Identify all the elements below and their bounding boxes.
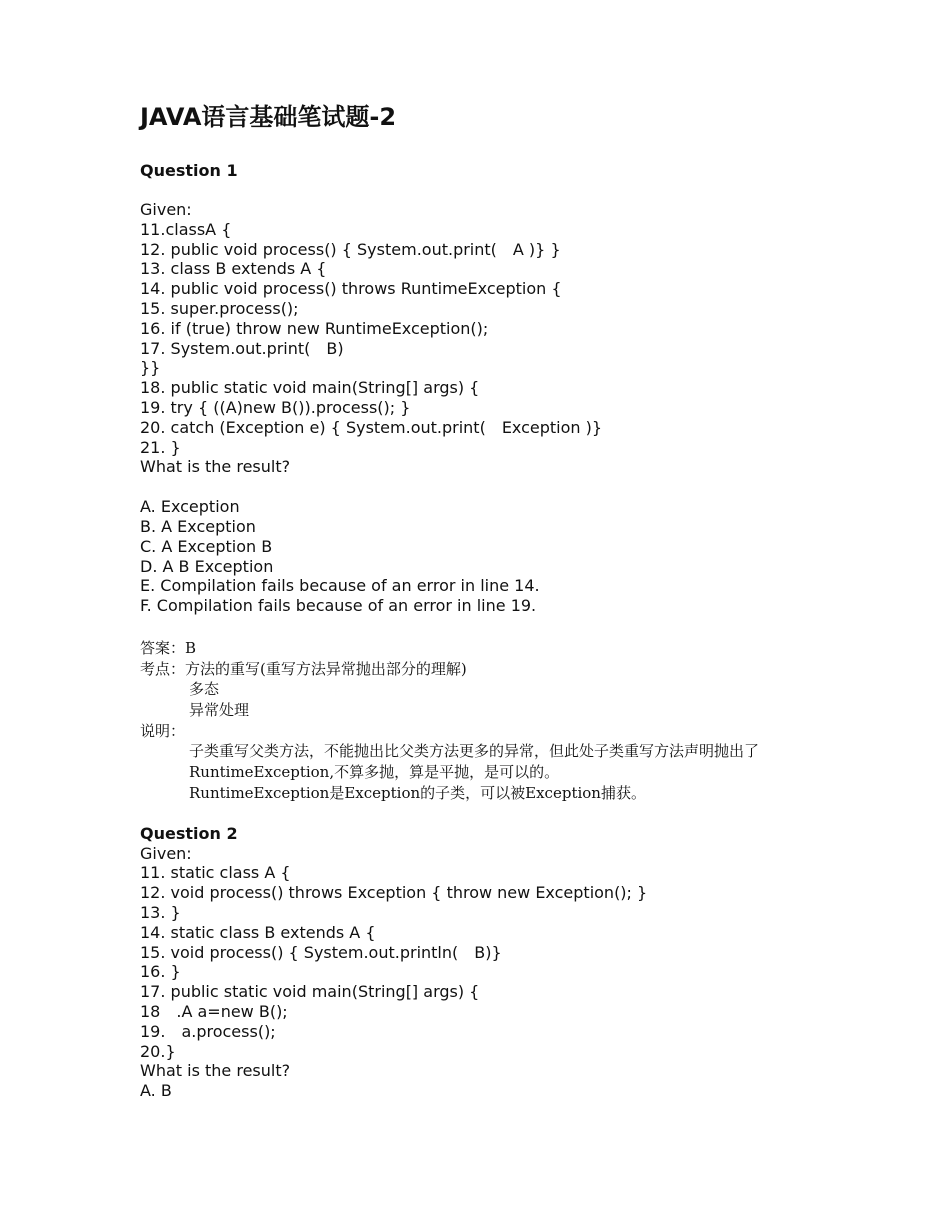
question-1-options (140, 497, 860, 616)
option-item: C. A Exception B (140, 536, 273, 556)
answer-line: 答案：B (140, 638, 197, 657)
code-line: 15. void process() { System.out.println( B)} (140, 942, 502, 962)
code-line: 18 .A a=new B(); (140, 1001, 288, 1021)
code-line: 11. static class A { (140, 863, 291, 883)
option-item: B. A Exception (140, 516, 256, 536)
given-label: Given: (140, 843, 192, 863)
document-page (140, 100, 860, 1101)
code-line: 15. super.process(); (140, 298, 299, 318)
option-item: E. Compilation fails because of an error in line 14. (140, 576, 540, 596)
question-2-heading: Question 2 (140, 823, 238, 843)
option-item: A. B (140, 1081, 172, 1101)
option-item: A. Exception (140, 497, 240, 517)
question-1-answer (140, 638, 860, 804)
explain-line: RuntimeException是Exception的子类，可以被Exception捕获。 (189, 783, 646, 802)
code-line: 21. } (140, 437, 181, 457)
page-title: JAVA语言基础笔试题-2 (140, 103, 397, 131)
code-line: 17. public static void main(String[] args) { (140, 982, 480, 1002)
question-2-code-block (140, 844, 860, 1101)
kaodian-item: 异常处理 (189, 701, 250, 720)
code-line: 12. public void process() { System.out.print( A )} } (140, 239, 561, 259)
code-line: 17. System.out.print( B) (140, 338, 344, 358)
explain-line: 子类重写父类方法，不能抛出比父类方法更多的异常，但此处子类重写方法声明抛出了 (189, 742, 760, 761)
code-line: 11.classA { (140, 219, 232, 239)
kaodian-item: 多态 (189, 680, 220, 699)
code-line: 19. try { ((A)new B()).process(); } (140, 397, 411, 417)
question-1-code-block (140, 200, 860, 477)
code-line: 16. } (140, 962, 181, 982)
code-line: 13. } (140, 902, 181, 922)
given-label: Given: (140, 200, 192, 219)
explain-label: 说明： (140, 721, 186, 740)
code-line: 12. void process() throws Exception { throw new Exception(); } (140, 883, 648, 903)
question-1-heading: Question 1 (140, 161, 238, 180)
option-item: F. Compilation fails because of an error in line 19. (140, 596, 537, 616)
question-prompt: What is the result? (140, 1061, 291, 1081)
code-line: 19. a.process(); (140, 1021, 276, 1041)
code-line: 18. public static void main(String[] args) { (140, 378, 480, 398)
code-line: 13. class B extends A { (140, 259, 327, 279)
option-item: D. A B Exception (140, 556, 274, 576)
question-prompt: What is the result? (140, 457, 291, 477)
code-line: }} (140, 358, 161, 378)
code-line: 20. catch (Exception e) { System.out.print( Exception )} (140, 417, 603, 437)
code-line: 16. if (true) throw new RuntimeException(); (140, 318, 489, 338)
code-line: 20.} (140, 1041, 176, 1061)
explain-line: RuntimeException,不算多抛，算是平抛，是可以的。 (189, 763, 560, 782)
code-line: 14. static class B extends A { (140, 922, 376, 942)
code-line: 14. public void process() throws RuntimeException { (140, 279, 562, 299)
kaodian-line: 考点：方法的重写(重写方法异常抛出部分的理解) (140, 659, 467, 678)
